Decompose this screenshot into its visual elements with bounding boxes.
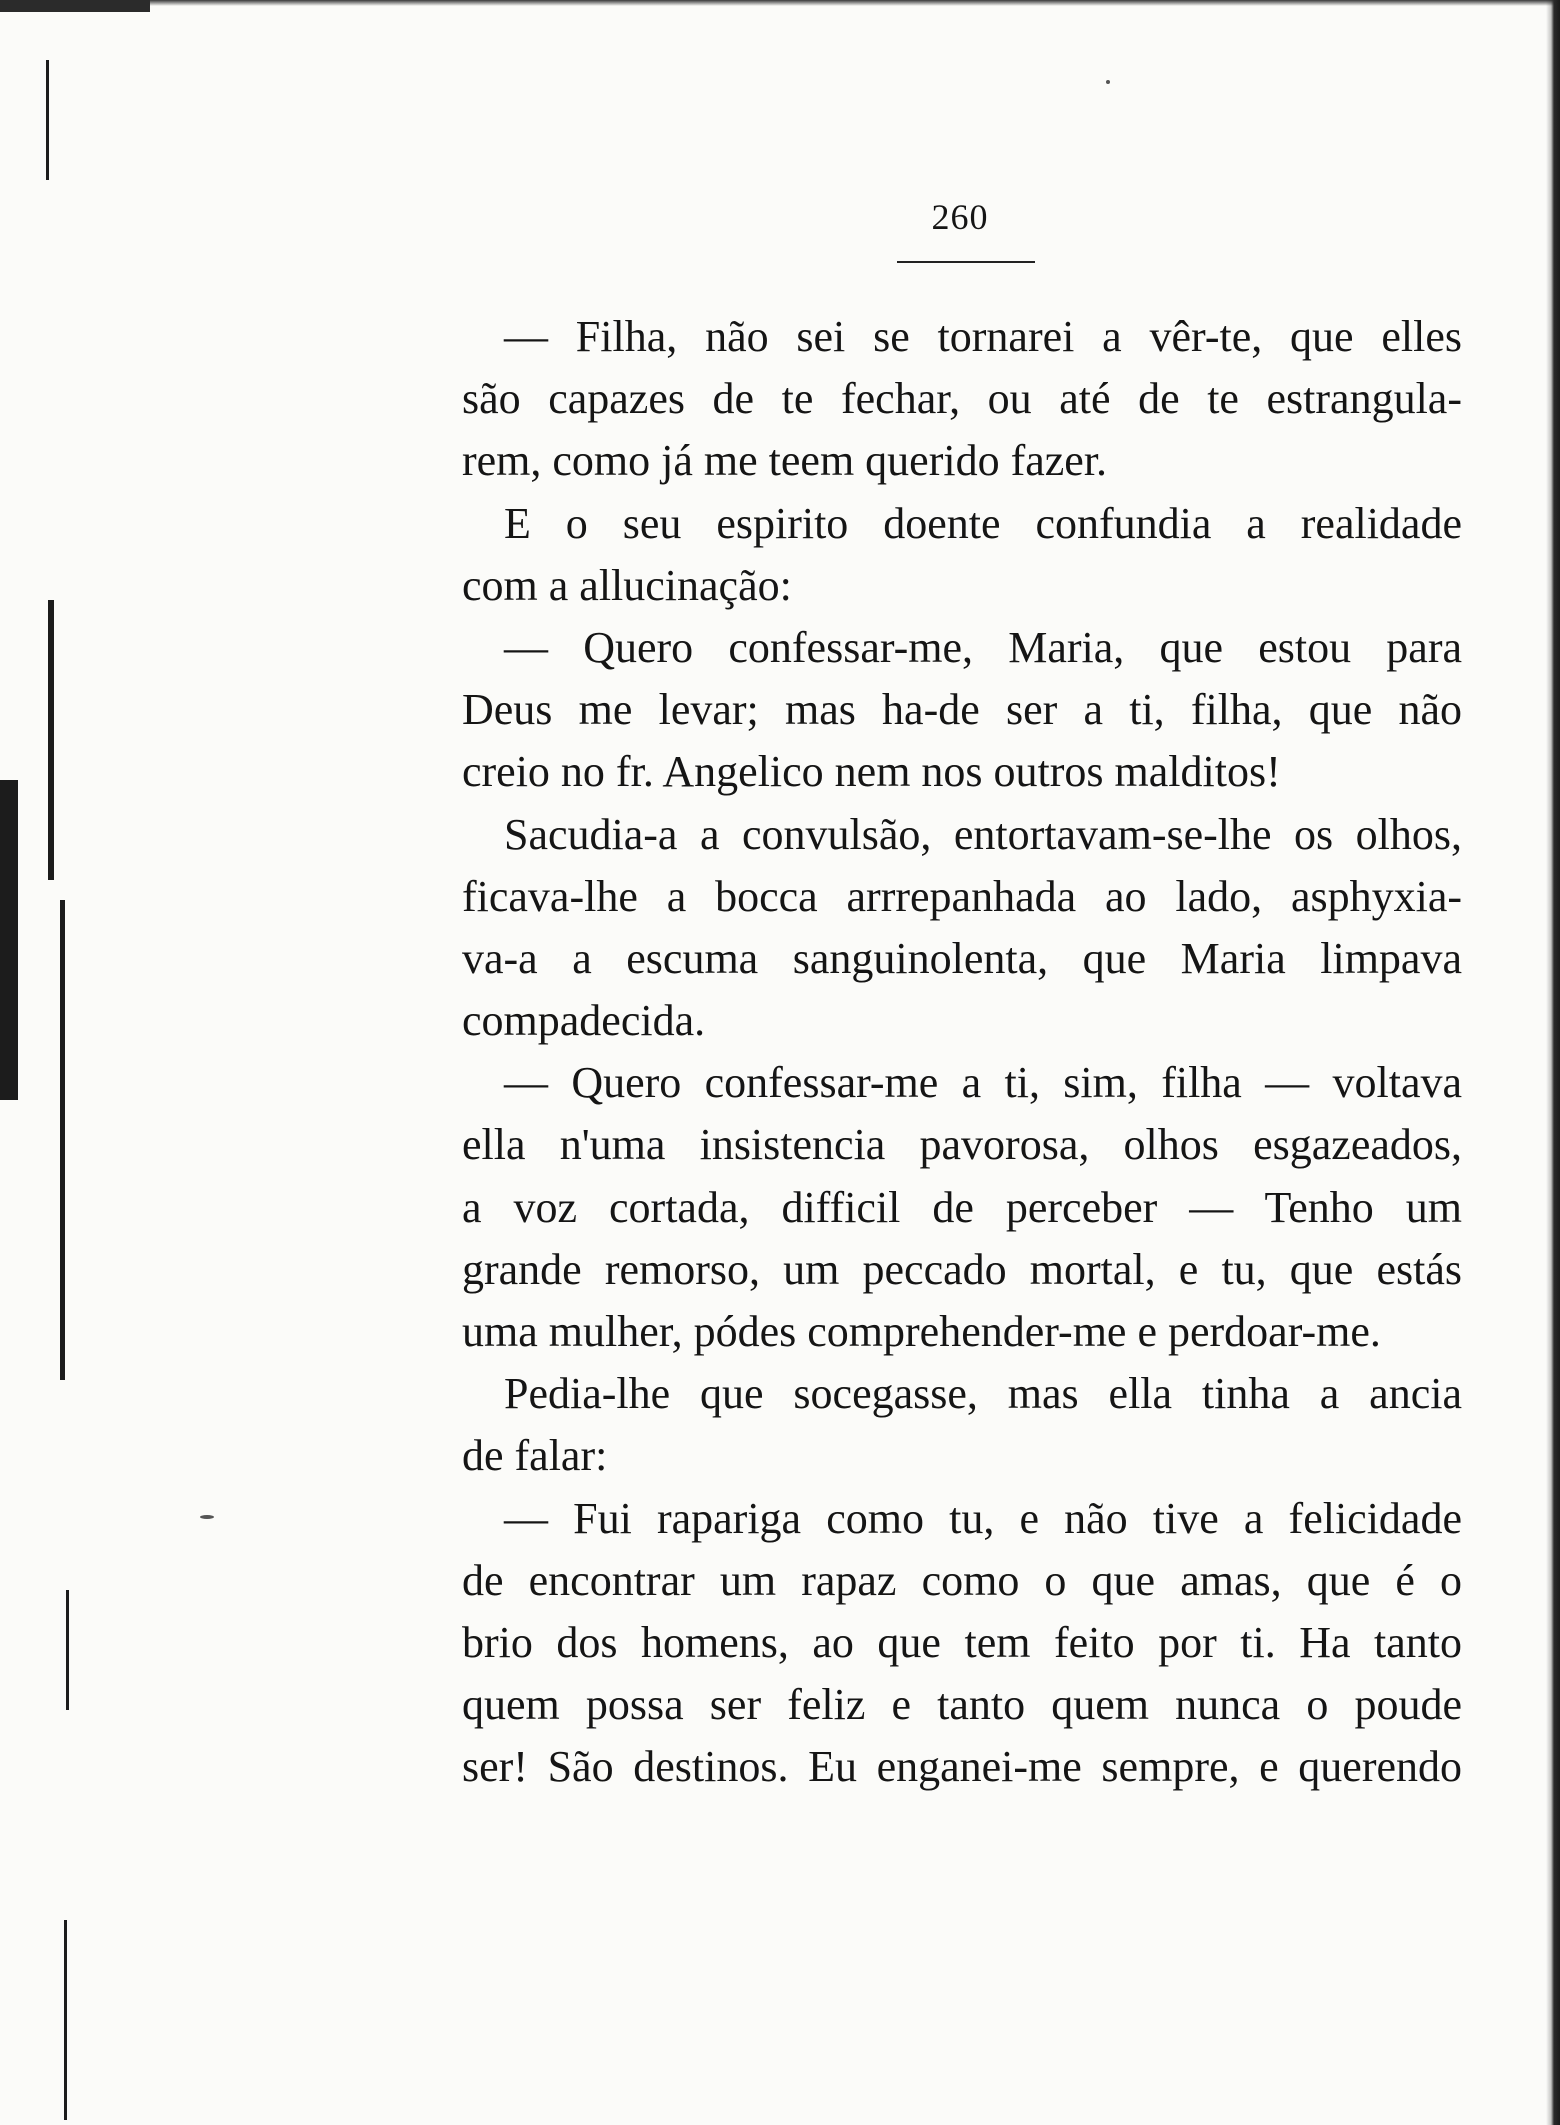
- text-line: com a allucinação:: [462, 560, 792, 610]
- page-number: 260: [931, 197, 989, 237]
- text-line: são capazes de te fechar, ou até de te estrangula-: [462, 374, 1462, 424]
- text-line: compadecida.: [462, 996, 706, 1046]
- body-text: [462, 306, 1462, 1799]
- text-line: Sacudia-a a convulsão, entortavam-se-lhe os olhos,: [504, 809, 1462, 859]
- text-line: va-a a escuma sanguinolenta, que Maria limpava: [462, 933, 1462, 983]
- text-line: ella n'uma insistencia pavorosa, olhos esgazeados,: [462, 1120, 1462, 1170]
- page-left-edge: [0, 0, 70, 2125]
- page-top-edge: [0, 0, 1560, 6]
- ink-speck: [1106, 80, 1110, 84]
- text-line: ser! São destinos. Eu enganei-me sempre, e querendo: [462, 1742, 1462, 1792]
- text-line: ficava-lhe a bocca arrrepanhada ao lado, asphyxia-: [462, 871, 1462, 921]
- text-line: de falar:: [462, 1431, 608, 1481]
- header-rule: [897, 261, 1035, 263]
- text-line: brio dos homens, ao que tem feito por ti. Ha tanto: [462, 1617, 1462, 1667]
- text-line: Deus me levar; mas ha-de ser a ti, filha, que não: [462, 685, 1462, 735]
- text-line: grande remorso, um peccado mortal, e tu, que estás: [462, 1244, 1462, 1294]
- text-line: E o seu espirito doente confundia a realidade: [504, 498, 1462, 548]
- text-line: — Quero confessar-me, Maria, que estou para: [504, 622, 1462, 672]
- text-line: — Filha, não sei se tornarei a vêr-te, que elles: [504, 312, 1462, 361]
- text-line: — Fui rapariga como tu, e não tive a felicidade: [504, 1493, 1462, 1543]
- text-line: rem, como já me teem querido fazer.: [462, 436, 1108, 486]
- text-line: de encontrar um rapaz como o que amas, que é o: [462, 1555, 1462, 1605]
- text-line: uma mulher, pódes comprehender-me e perdoar-me.: [462, 1307, 1381, 1356]
- text-line: — Quero confessar-me a ti, sim, filha — voltava: [504, 1058, 1462, 1108]
- page-right-edge: [1546, 0, 1560, 2125]
- text-line: a voz cortada, difficil de perceber — Tenho um: [462, 1182, 1462, 1232]
- text-line: Pedia-lhe que socegasse, mas ella tinha a ancia: [504, 1369, 1462, 1419]
- ink-speck: [200, 1515, 214, 1519]
- text-line: quem possa ser feliz e tanto quem nunca o poude: [462, 1680, 1462, 1730]
- text-line: creio no fr. Angelico nem nos outros malditos!: [462, 747, 1281, 797]
